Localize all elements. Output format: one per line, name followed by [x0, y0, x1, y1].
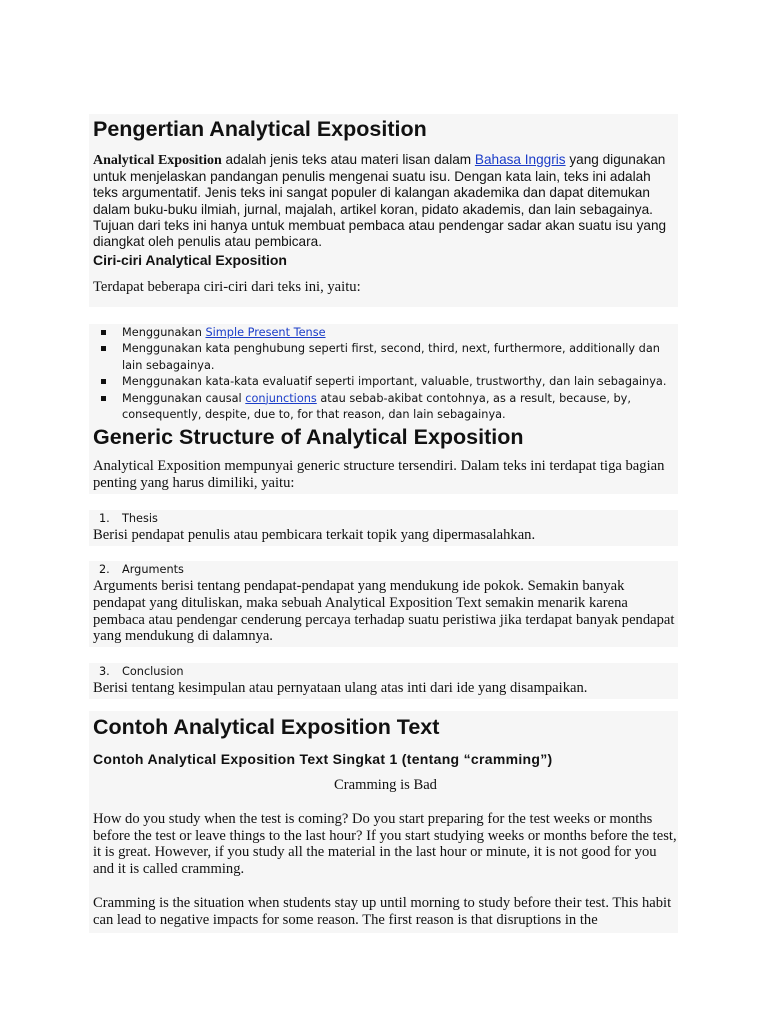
structure-description: Berisi pendapat penulis atau pembicara terkait topik yang dipermasalahkan. [93, 527, 536, 543]
structure-description: Arguments berisi tentang pendapat-pendapat yang mendukung ide pokok. Semakin banyak pendapat yang dituliskan, maka sebuah Analytical Exposition Text semakin menarik karena pembaca atau pendengar cenderung percaya terhadap suatu peristiwa jika terdapat banyak pendapat yang mendukung di dalamnya. [93, 578, 675, 645]
bullet-icon [101, 379, 106, 384]
link-conjunctions[interactable]: conjunctions [245, 391, 317, 405]
structure-label: Conclusion [122, 665, 184, 678]
essay-title: Cramming is Bad [334, 777, 437, 793]
features-list-block [89, 324, 678, 424]
section-title-pengertian: Pengertian Analytical Exposition [93, 117, 427, 141]
definition-section [89, 114, 678, 307]
essay-paragraph: How do you study when the test is coming? Do you start preparing for the test weeks or months before the test or leave things to the last hour? If you start studying weeks or months before the test, it is great. However, if you study all the material in the last hour or minute, it is not good for you and it is called cramming. [93, 810, 677, 878]
subtitle-ciri-ciri: Ciri-ciri Analytical Exposition [93, 252, 287, 269]
list-item: Menggunakan Simple Present Tense [93, 325, 678, 341]
generic-structure-intro: Analytical Exposition mempunyai generic structure tersendiri. Dalam teks ini terdapat tiga bagian penting yang harus dimiliki, yaitu: [93, 458, 665, 491]
subtitle-contoh-singkat: Contoh Analytical Exposition Text Singkat 1 (tentang “cramming”) [93, 751, 553, 767]
term-analytical-exposition: Analytical Exposition [93, 153, 222, 168]
generic-structure-section [89, 424, 678, 494]
structure-label: Thesis [122, 512, 158, 525]
list-item: Menggunakan causal conjunctions atau sebab-akibat contohnya, as a result, because, by, consequently, despite, due to, for that reason, dan lain sebagainya. [93, 391, 678, 424]
section-title-contoh: Contoh Analytical Exposition Text [93, 715, 440, 739]
example-section [89, 711, 678, 933]
essay-paragraph: Cramming is the situation when students stay up until morning to study before their test. This habit can lead to negative impacts for some reason. The first reason is that disruptions in the [93, 894, 672, 928]
bullet-icon [101, 396, 106, 401]
section-title-generic-structure: Generic Structure of Analytical Exposition [93, 425, 524, 449]
bullet-icon [101, 346, 106, 351]
bullet-icon [101, 330, 106, 335]
list-item: Menggunakan kata-kata evaluatif seperti important, valuable, trustworthy, dan lain sebagainya. [93, 374, 678, 390]
link-bahasa-inggris[interactable]: Bahasa Inggris [474, 152, 566, 167]
structure-label: Arguments [122, 563, 184, 576]
definition-text-a: adalah jenis teks atau materi lisan dalam [221, 152, 475, 167]
features-list [93, 325, 678, 423]
ciri-intro: Terdapat beberapa ciri-ciri dari teks ini, yaitu: [93, 279, 361, 296]
structure-description: Berisi tentang kesimpulan atau pernyataan ulang atas inti dari ide yang disampaikan. [93, 680, 588, 696]
definition-paragraph [93, 152, 678, 250]
definition-text-b: yang digunakan untuk menjelaskan pandangan penulis mengenai suatu isu. Dengan kata lain, teks ini adalah teks argumentatif. Jenis teks ini sangat populer di kalangan akademika dan dapat ditemukan dalam buku-buku ilmiah, jurnal, majalah, artikel koran, pidato akademis, dan lain sebagainya. Tujuan dari teks ini hanya untuk membuat pembaca atau pendengar sadar akan suatu isu yang diangkat oleh penulis atau pembicara. [93, 152, 667, 250]
structure-item-thesis: 1. Thesis Berisi pendapat penulis atau pembicara terkait topik yang dipermasalahkan. [89, 510, 678, 546]
structure-item-conclusion: 3. Conclusion Berisi tentang kesimpulan atau pernyataan ulang atas inti dari ide yang disampaikan. [89, 663, 678, 699]
link-simple-present-tense[interactable]: Simple Present Tense [205, 326, 326, 339]
structure-item-arguments: 2. Arguments Arguments berisi tentang pendapat-pendapat yang mendukung ide pokok. Semakin banyak pendapat yang dituliskan, maka sebuah Analytical Exposition Text semakin menarik karena pembaca atau pendengar cenderung percaya terhadap suatu peristiwa jika terdapat banyak pendapat yang mendukung di dalamnya. [89, 561, 678, 647]
list-item: Menggunakan kata penghubung seperti first, second, third, next, furthermore, additionally dan lain sebagainya. [93, 341, 678, 374]
